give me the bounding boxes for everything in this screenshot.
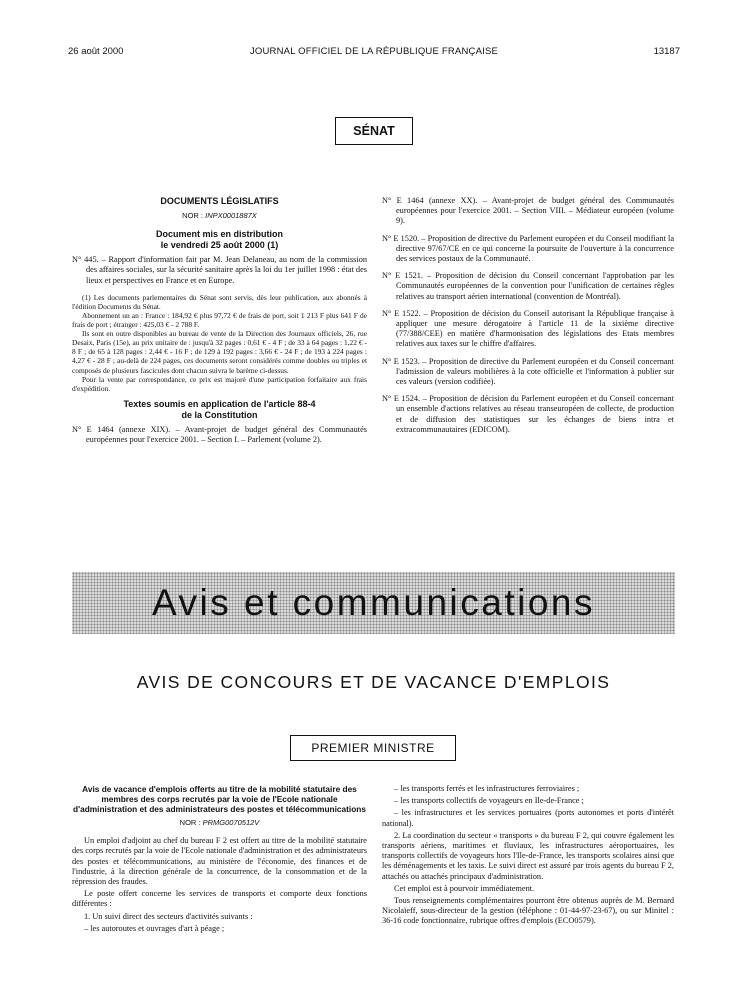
banner-title: Avis et communications <box>152 582 595 623</box>
header-journal-title: JOURNAL OFFICIEL DE LA RÉPUBLIQUE FRANÇAISE <box>249 46 499 57</box>
contact-paragraph: Tous renseignements complémentaires pourront être obtenus auprès de M. Bernard Nicolaïeff, sous-directeur de la gestion (téléphone : 01-44-97-23-67), ou sur Minitel : 36-16 code fonctionnaire, rubrique offres d'emplois (ECO0579). <box>382 896 674 926</box>
senat-section-box: SÉNAT <box>335 117 413 145</box>
footnote-mail-order: Pour la vente par correspondance, ce prix est majoré d'une participation forfaitaire aux frais d'expédition. <box>72 374 367 393</box>
footnote-prices: Ils sont en outre disponibles au bureau de vente de la Direction des Journaux officiels, 26, rue Desaix, Paris (15e), au prix unitaire de : jusqu'à 32 pages : 0,61 € - 4 F ; de 33 à 64 pages : 1,22 € - 8 F ; de 65 à 128 pages : 2,44 € - 16 F ; de 129 à 192 pages : 3,66 € - 24 F ; de 193 à 224 pages : 4,27 € - 28 F ; au-delà de 224 pages, ces documents seront considérés comme doubles ou triples et composés de plusieurs fascicules dont chacun suivra le barème ci-dessus. <box>72 329 367 375</box>
item-e1524: N° E 1524. – Proposition de décision du Parlement européen et du Conseil concernant un ensemble d'actions relatives au réseau transeuropéen de collecte, de production et de diffusion des statistiques sur les échanges de biens intra et extracommunautaires (EDICOM). <box>382 394 674 434</box>
transport-line-2: – les transports collectifs de voyageurs en Ile-de-France ; <box>394 796 584 806</box>
distribution-heading-line1: Document mis en distribution <box>155 229 283 240</box>
right-column <box>382 196 674 442</box>
textes-heading-line2: de la Constitution <box>181 409 258 420</box>
bottom-left-column <box>72 784 367 936</box>
item-e1464-xix: N° E 1464 (annexe XIX). – Avant-projet de budget général des Communautés européennes pour l'exercice 2001. – Section I. – Parlement (volume 2). <box>72 424 367 445</box>
nor-prefix: NOR : <box>182 211 204 220</box>
item-e1521: N° E 1521. – Proposition de décision du Conseil concernant l'approbation par les Communautés européennes de la convention pour l'unification de certaines règles relatives au transport aérien international (convention de Montréal). <box>382 271 674 301</box>
vacancy-nor-code: PRMG0070512V <box>202 818 260 827</box>
item-e1522: N° E 1522. – Proposition de décision du Conseil autorisant la République française à appliquer une mesure dérogatoire à l'article 11 de la sixième directive (77/388/CEE) en matière d'harmonisation des législations des Etats membres relatives aux taxes sur le chiffre d'affaires. <box>382 308 674 349</box>
coordination-paragraph: 2. La coordination du secteur « transports » du bureau F 2, qui couvre également les transports aériens, maritimes et fluviaux, les infrastructures aéroportuaires, les transports collectifs de voyageurs hors l'Ile-de-France, les transports scolaires ainsi que les déménagements et les taxis. Le suivi direct est assuré par trois agents du bureau F 2, attachés ou attachés principaux d'administration. <box>382 830 674 881</box>
avis-communications-banner <box>72 572 675 634</box>
avis-concours-heading: AVIS DE CONCOURS ET DE VACANCE D'EMPLOIS <box>136 672 611 692</box>
vacancy-paragraph-3: 1. Un suivi direct des secteurs d'activités suivants : <box>84 911 253 921</box>
item-e1464-xx: N° E 1464 (annexe XX). – Avant-projet de budget général des Communautés européennes pour l'exercice 2001. – Section VIII. – Médiateur européen (volume 9). <box>382 196 674 226</box>
header-page-number: 13187 <box>653 46 680 57</box>
nor-reference <box>72 211 367 221</box>
vacancy-paragraph-1: Un emploi d'adjoint au chef du bureau F 2 est offert au titre de la mobilité statutaire des corps recrutés par la voie de l'Ecole nationale d'administration et des administrateurs des postes et télécommunications, au ministère de l'économie, des finances et de l'industrie, à la direction générale de la concurrence, de la consommation et de la répression des fraudes. <box>72 836 367 887</box>
vacancy-nor-prefix: NOR : <box>179 818 201 827</box>
bottom-right-column <box>382 784 674 929</box>
left-column <box>72 196 367 452</box>
immediate-paragraph: Cet emploi est à pourvoir immédiatement. <box>394 883 535 893</box>
transport-line-1: – les transports ferrés et les infrastructures ferroviaires ; <box>394 784 580 793</box>
vacancy-paragraph-2: Le poste offert concerne les services de transports et comporte deux fonctions différentes : <box>72 889 367 909</box>
vacancy-paragraph-4: – les autoroutes et ouvrages d'art à péage ; <box>84 923 225 933</box>
footnote-subscription: Abonnement un an : France : 184,92 € plus 97,72 € de frais de port, soit 1 213 F plus 641 F de frais de port ; étranger : 425,03 € - 2 788 F. <box>72 311 367 330</box>
vacancy-nor-reference <box>72 818 367 828</box>
header-date: 26 août 2000 <box>68 46 124 57</box>
nor-code: INPX0001887X <box>205 211 257 220</box>
item-445: N° 445. – Rapport d'information fait par M. Jean Delaneau, au nom de la commission des affaires sociales, sur la sécurité sanitaire après la loi du 1er juillet 1998 : état des lieux et perspectives en France et en Europe. <box>72 255 367 285</box>
item-e1520: N° E 1520. – Proposition de directive du Parlement européen et du Conseil modifiant la directive 97/67/CE en ce qui concerne la poursuite de l'ouverture à la concurrence des services postaux de la Communauté. <box>382 233 674 264</box>
transport-line-3: – les infrastructures et les services portuaires (ports autonomes et ports d'intérêt national). <box>382 808 674 828</box>
textes-heading-line1: Textes soumis en application de l'article 88-4 <box>123 398 316 409</box>
premier-ministre-box: PREMIER MINISTRE <box>290 735 456 761</box>
documents-legislatifs-heading: DOCUMENTS LÉGISLATIFS <box>160 196 279 206</box>
vacancy-notice-title: Avis de vacance d'emplois offerts au titre de la mobilité statutaire des membres des corps recrutés par la voie de l'Ecole nationale d'administration et des administrateurs des postes et télécommunications <box>73 784 366 814</box>
footnote-1: (1) Les documents parlementaires du Sénat sont servis, dès leur publication, aux abonnés à l'édition Documents du Sénat. <box>72 292 367 311</box>
page-header <box>68 46 680 60</box>
item-e1523: N° E 1523. – Proposition de directive du Parlement européen et du Conseil concernant l'admission de valeurs mobilières à la cote officielle et l'information à publier sur ces valeurs (version codifiée). <box>382 356 674 387</box>
distribution-heading-line2: le vendredi 25 août 2000 (1) <box>160 240 279 251</box>
